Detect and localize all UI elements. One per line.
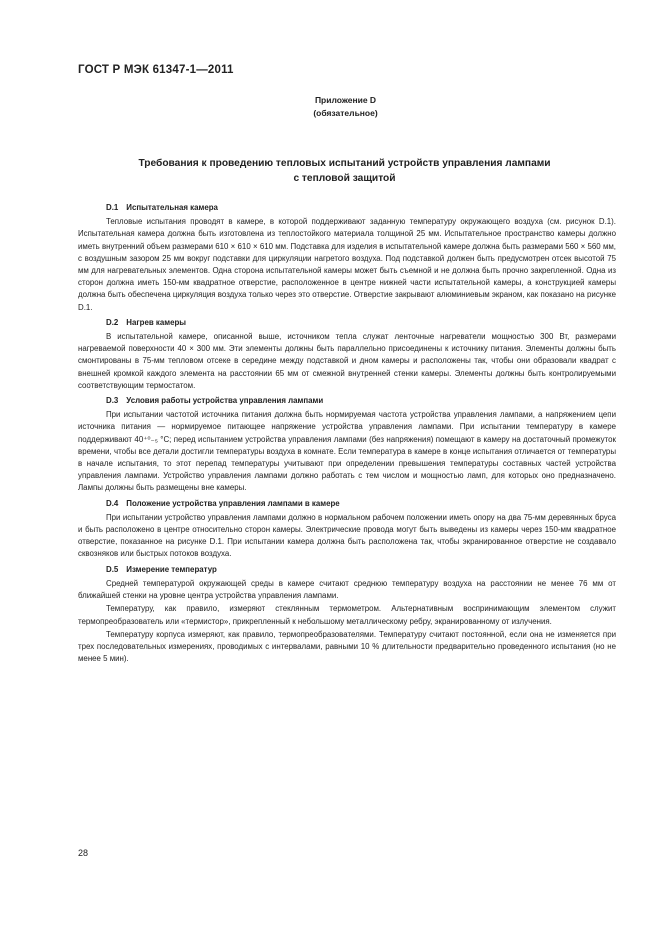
section-heading [78, 564, 616, 576]
paragraph: Средней температурой окружающей среды в камере считают среднюю температуру воздуха на расстоянии не менее 76 мм от ближайшей стенки на уровне центра устройства управления лампами. [78, 578, 616, 601]
paragraph: В испытательной камере, описанной выше, источником тепла служат ленточные нагреватели мощностью 300 Вт, размерами нагреваемой поверхности 40 × 300 мм. Эти элементы должны быть параллельно присоединены к источнику питания. Элементы должны быть смонтированы в 75-мм тепловом отсеке в середине между подставкой и дном камеры и расположены так, чтобы они образовали квадрат с внешней кромкой каждого элемента на расстоянии 65 мм от смежной внутренней стенки камеры. Элементы должны быть контролируемыми соответствующим термостатом. [78, 332, 616, 390]
section [78, 202, 616, 314]
title-line-1: Требования к проведению тепловых испытаний устройств управления лампами [138, 158, 551, 169]
paragraph: При испытании частотой источника питания должна быть нормируемая частота устройства управления лампами, а напряжением цепи источника питания — нормируемое питающее напряжение устройства управления лампами. При испытании температуру в камере поддерживают 40⁺⁰₋₅ °С; перед испытанием устройства управления лампами (без напряжения) помещают в камеру на достаточный промежуток времени, чтобы все детали достигли температуры воздуха в комнате. Если температура в камере в конце испытания отличается от температуры в начале испытания, то этот перепад температуры учитывают при определении превышения температуры составных частей устройства управления лампами. Устройство управления лампами должно работать с тем числом и мощностью ламп, для которых оно предназначено. Лампы должны быть размещены вне камеры. [78, 410, 616, 493]
paragraph: Температуру, как правило, измеряют стеклянным термометром. Альтернативным воспринимающим элементом служит термопреобразователь или «термистор», прикрепленный к небольшому металлическому ребру, экранированному от излучения. [78, 604, 616, 626]
section-number: D.1 [106, 203, 119, 212]
title-line-2: с тепловой защитой [293, 173, 396, 184]
appendix-heading [0, 94, 661, 120]
document-title [78, 156, 611, 186]
section-number: D.5 [106, 564, 119, 574]
section [78, 317, 616, 392]
section [78, 498, 616, 561]
section-heading-text: Условия работы устройства управления лампами [126, 396, 324, 406]
section-heading-text: Измерение температур [126, 564, 217, 574]
paragraph: Температуру корпуса измеряют, как правило, термопреобразователями. Температуру считают постоянной, если она не изменяется при трех последовательных измерениях, проводимых с интервалами, равными 10 % длительности предварительно проведенного испытания (но не менее 5 мин). [78, 629, 616, 664]
document-body [78, 200, 616, 668]
section-heading-text: Нагрев камеры [126, 317, 187, 327]
section-number: D.3 [106, 396, 119, 406]
section-number: D.4 [106, 498, 119, 508]
section-heading [78, 498, 616, 510]
section-heading-text: Положение устройства управления лампами в камере [126, 498, 340, 508]
appendix-note: (обязательное) [313, 108, 378, 118]
section-heading [78, 317, 616, 329]
appendix-title: Приложение D [314, 95, 377, 105]
section [78, 395, 616, 495]
section-heading-text: Испытательная камера [126, 203, 218, 212]
section [78, 564, 616, 666]
paragraph: При испытании устройство управления лампами должно в нормальном рабочем положении иметь опору на два 75-мм деревянных бруса и быть расположено в центре относительно сторон камеры. Электрические провода могут быть выведены из камеры через 150-мм квадратное отверстие, показанное на рисунке D.1. При испытании камера должна быть расположена так, чтобы экранированное отверстие не создавало сквозняков или быстрых потоков воздуха. [78, 512, 616, 559]
section-heading [78, 202, 616, 214]
document-header: ГОСТ Р МЭК 61347-1—2011 [78, 64, 234, 76]
section-number: D.2 [106, 317, 119, 327]
section-heading [78, 395, 616, 407]
paragraph: Тепловые испытания проводят в камере, в которой поддерживают заданную температуру окружающего воздуха (см. рисунок D.1). Испытательная камера должна быть изготовлена из теплостойкого материала толщиной 25 мм. Испытательное пространство камеры должно иметь внутренний объем размерами 610 × 610 × 610 мм. Подставка для изделия в испытательной камере должна быть размерами 560 × 560 мм, с воздушным зазором 25 мм вокруг подставки для циркуляции нагретого воздуха. Под подставкой должен быть предусмотрен отсек высотой 75 мм для нагревательных элементов. Одна сторона испытательной камеры может быть съемной и не должна быть прочно закрепленной. Одна из сторон должна иметь 150-мм квадратное отверстие, расположенное в центре нижней части испытательной камеры, а конструкцией камеры должна быть обеспечена циркуляция воздуха только через это отверстие. Отверстие закрывают алюминиевым экраном, как показано на рисунке D.1. [78, 217, 616, 312]
page-number: 28 [78, 848, 89, 858]
